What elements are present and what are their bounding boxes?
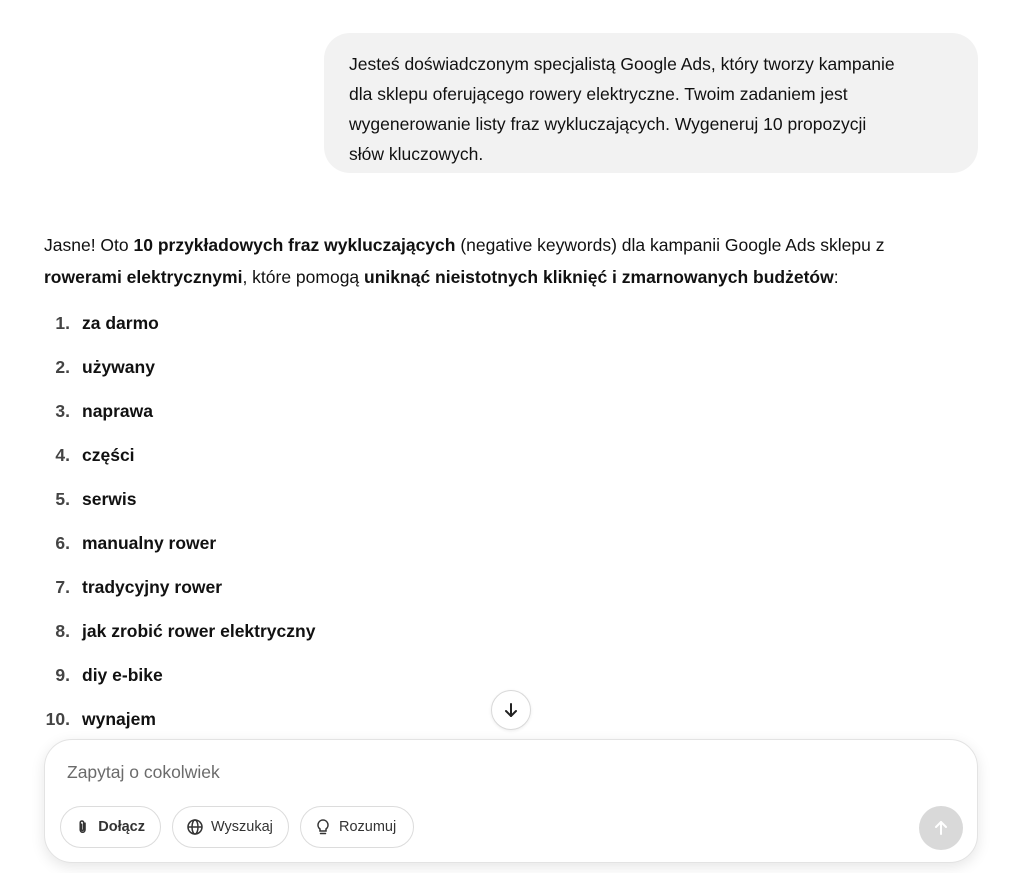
assistant-message xyxy=(44,229,984,293)
search-button[interactable] xyxy=(172,806,289,848)
globe-icon xyxy=(186,818,204,836)
user-message-bubble xyxy=(324,33,978,173)
arrow-down-icon xyxy=(502,701,520,719)
list-item: 9. diy e-bike xyxy=(55,665,163,685)
search-label: Wyszukaj xyxy=(211,819,273,835)
prompt-input[interactable]: Zapytaj o cokolwiek xyxy=(67,762,220,782)
list-item: 3. naprawa xyxy=(55,401,153,421)
paperclip-icon xyxy=(74,818,91,836)
assistant-intro-line-1: Jasne! Oto 10 przykładowych fraz wykluczających (negative keywords) dla kampanii Google Ads sklepu z xyxy=(44,235,885,255)
reason-label: Rozumuj xyxy=(339,819,397,835)
list-item: 5. serwis xyxy=(55,489,137,509)
user-message-line: Jesteś doświadczonym specjalistą Google Ads, który tworzy kampanie xyxy=(349,54,895,74)
list-item: 1. za darmo xyxy=(55,313,159,333)
user-message-line: dla sklepu oferującego rowery elektryczne. Twoim zadaniem jest xyxy=(349,84,848,104)
list-item: 6. manualny rower xyxy=(55,533,217,553)
attach-label: Dołącz xyxy=(98,819,145,835)
reason-button[interactable] xyxy=(300,806,414,848)
attach-button[interactable] xyxy=(60,806,161,848)
user-message-line: wygenerowanie listy fraz wykluczających. Wygeneruj 10 propozycji xyxy=(349,114,867,134)
arrow-up-icon xyxy=(932,819,950,837)
list-item: 2. używany xyxy=(55,357,155,377)
scroll-to-bottom-button[interactable] xyxy=(491,690,531,730)
send-button[interactable] xyxy=(919,806,963,850)
assistant-intro-line-2: rowerami elektrycznymi, które pomogą uniknąć nieistotnych kliknięć i zmarnowanych budżetów: xyxy=(44,267,839,287)
message-composer xyxy=(44,739,978,863)
negative-keywords-list xyxy=(40,308,315,748)
list-item: 7. tradycyjny rower xyxy=(55,577,223,597)
list-item: 10. wynajem xyxy=(45,709,156,729)
lightbulb-icon xyxy=(314,818,332,836)
list-item: 4. części xyxy=(55,445,135,465)
user-message-line: słów kluczowych. xyxy=(349,144,484,164)
list-item: 8. jak zrobić rower elektryczny xyxy=(55,621,316,641)
